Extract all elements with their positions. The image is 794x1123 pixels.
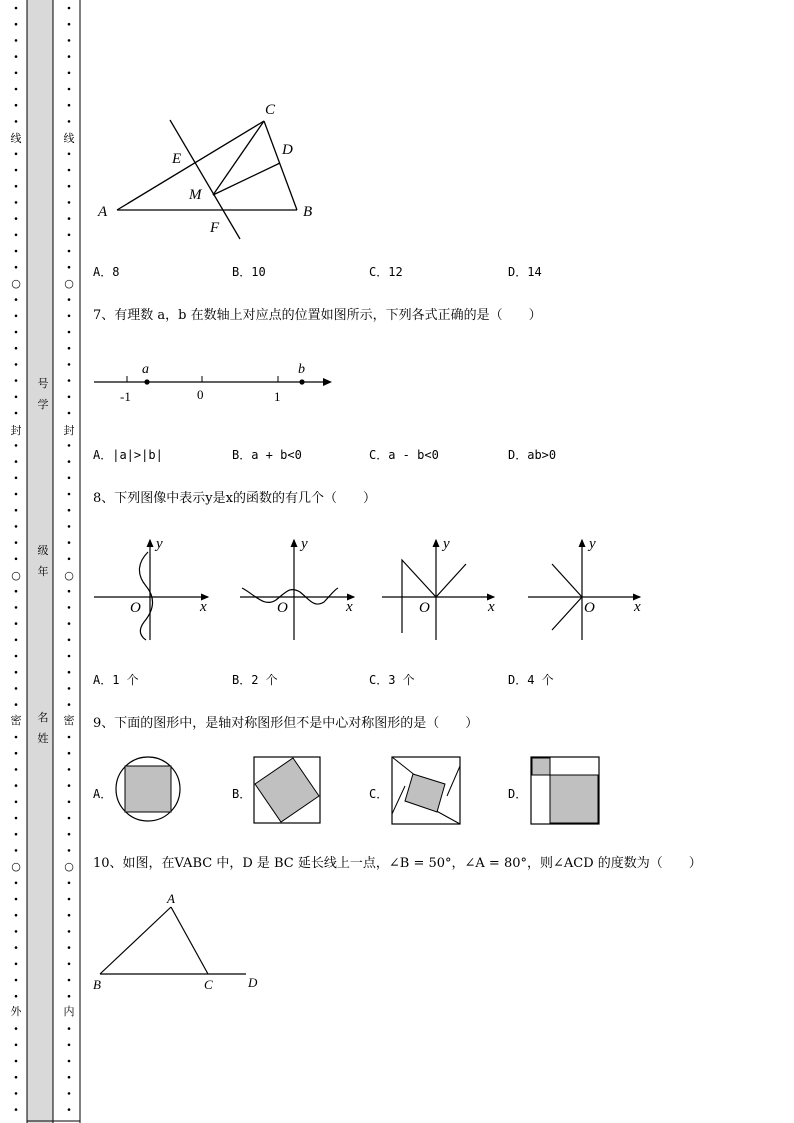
q9-option-b-figure[interactable] <box>253 756 323 826</box>
cut-line-dot <box>15 849 18 852</box>
q7-option-c[interactable]: C．a - b<0 <box>369 448 439 462</box>
cut-line-dot <box>68 315 71 318</box>
q7-option-a[interactable]: A．|a|>|b| <box>93 448 163 462</box>
cut-line-dot <box>68 72 71 75</box>
cut-line-dot <box>15 558 18 561</box>
cut-line-dot <box>68 153 71 156</box>
cut-line-dot <box>15 541 18 544</box>
q8-g1-x: x <box>200 599 207 615</box>
cut-line-dot <box>68 234 71 237</box>
cut-line-dot <box>15 266 18 269</box>
cut-line-dot <box>15 201 18 204</box>
cut-line-dot <box>68 266 71 269</box>
q10-point-B: B <box>93 977 101 992</box>
cut-line-dot <box>68 460 71 463</box>
q8-option-c[interactable]: C．3 个 <box>369 673 415 687</box>
cut-line-dot <box>68 655 71 658</box>
q6-option-c[interactable]: C．12 <box>369 265 403 279</box>
q7-point-a-dot <box>144 379 149 384</box>
q9-option-a-letter[interactable]: A． <box>93 787 113 801</box>
q7-option-d[interactable]: D．ab>0 <box>508 448 557 462</box>
cut-line-dot <box>15 833 18 836</box>
cut-line-dot <box>68 477 71 480</box>
cut-line-dot <box>15 363 18 366</box>
q8-graphs <box>88 530 658 645</box>
q8-g1-y: y <box>156 536 163 552</box>
cut-line-dot <box>68 1108 71 1111</box>
q7-tick-1: 1 <box>274 389 281 404</box>
cut-line-dot <box>15 752 18 755</box>
outer-circle-1: ○ <box>11 277 21 290</box>
cut-line-dot <box>15 963 18 966</box>
grey-binding-strip <box>27 0 53 1123</box>
inner-label: 内 <box>63 1005 75 1018</box>
cut-line-dot <box>15 250 18 253</box>
q6-point-A: A <box>98 204 108 220</box>
cut-line-dot <box>15 460 18 463</box>
q9-b-shaded-square <box>255 758 319 822</box>
cut-line-dot <box>68 217 71 220</box>
cut-line-dot <box>15 1076 18 1079</box>
cut-line-dot <box>15 1060 18 1063</box>
cut-line-dot <box>15 153 18 156</box>
inner-secret-label: 密 <box>63 714 75 727</box>
q6-point-C: C <box>265 102 276 118</box>
q8-stem <box>93 487 376 506</box>
cut-line-dot <box>68 7 71 10</box>
q9-option-d-figure[interactable] <box>530 756 602 826</box>
cut-line-dot <box>15 590 18 593</box>
cut-line-dot <box>15 1092 18 1095</box>
q7-point-a: a <box>142 362 149 377</box>
cut-line-dot <box>15 1108 18 1111</box>
cut-line-dot <box>15 946 18 949</box>
q8-g2-y: y <box>301 536 308 552</box>
cut-line-dot <box>15 768 18 771</box>
q8-g1-origin: O <box>130 600 141 616</box>
cut-line-dot <box>68 379 71 382</box>
cut-line-dot <box>68 396 71 399</box>
cut-line-dot <box>68 298 71 301</box>
inner-circle-1: ○ <box>64 277 74 290</box>
cut-line-dot <box>68 331 71 334</box>
cut-line-dot <box>15 217 18 220</box>
q7-point-b-dot <box>299 379 304 384</box>
inner-seal-label: 封 <box>63 424 75 437</box>
cut-line-dot <box>15 7 18 10</box>
cut-line-dot <box>15 234 18 237</box>
cut-line-dot <box>68 347 71 350</box>
cut-line-dot <box>68 784 71 787</box>
q9-option-c-letter[interactable]: C． <box>369 787 389 801</box>
cut-line-dot <box>68 801 71 804</box>
cut-line-dot <box>15 606 18 609</box>
cut-line-dot <box>68 930 71 933</box>
cut-line-dot <box>15 104 18 107</box>
q6-triangle-figure <box>90 95 340 245</box>
cut-line-dot <box>68 882 71 885</box>
q8-g2-origin: O <box>277 600 288 616</box>
q10-number: 10、 <box>93 856 123 871</box>
cut-line-dot <box>15 703 18 706</box>
cut-line-dot <box>68 639 71 642</box>
q7-point-b: b <box>298 362 305 377</box>
q8-g4-y: y <box>589 536 596 552</box>
cut-line-dot <box>15 55 18 58</box>
cut-line-dot <box>15 444 18 447</box>
q10-text: 如图，在VABC 中，D 是 BC 延长线上一点，∠B = 50°，∠A = 80°，则∠ACD 的度数为（ ） <box>122 856 702 871</box>
q8-g3-origin: O <box>419 600 430 616</box>
cut-line-dot <box>15 784 18 787</box>
q6-option-d[interactable]: D．14 <box>508 265 542 279</box>
q9-number: 9、 <box>93 716 115 731</box>
cut-line-dot <box>68 833 71 836</box>
cut-line-dot <box>15 331 18 334</box>
cut-line-dot <box>15 914 18 917</box>
cut-line-dot <box>15 525 18 528</box>
cut-line-dot <box>68 120 71 123</box>
q7-stem <box>93 304 542 323</box>
cut-line-dot <box>15 379 18 382</box>
outer-secret-label: 密 <box>10 714 22 727</box>
cut-line-dot <box>68 1044 71 1047</box>
q10-triangle-figure <box>88 890 268 1000</box>
cut-line-dot <box>68 558 71 561</box>
inner-circle-2: ○ <box>64 569 74 582</box>
cut-line-dot <box>68 1027 71 1030</box>
q6-point-F: F <box>210 220 220 236</box>
cut-line-dot <box>15 671 18 674</box>
cut-line-dot <box>68 88 71 91</box>
cut-line-dot <box>68 541 71 544</box>
cut-line-dot <box>15 315 18 318</box>
inner-cut-label-1: 线 <box>63 132 75 145</box>
q8-graph-2 <box>240 536 354 640</box>
q6-option-b[interactable]: B．10 <box>232 265 266 279</box>
q9-option-a-figure[interactable] <box>114 755 184 825</box>
cut-line-dot <box>68 201 71 204</box>
q6-point-B: B <box>303 204 313 220</box>
cut-line-dot <box>68 444 71 447</box>
q7-tick-0: 0 <box>197 387 204 402</box>
q8-g4-origin: O <box>584 600 595 616</box>
q6-point-D: D <box>282 142 293 158</box>
q6-point-E: E <box>172 151 182 167</box>
inner-circle-3: ○ <box>64 860 74 873</box>
cut-line-dot <box>15 347 18 350</box>
cut-line-dot <box>15 509 18 512</box>
binding-margin-lines <box>0 0 86 1123</box>
cut-line-dot <box>68 606 71 609</box>
q9-option-c-figure[interactable] <box>391 756 463 826</box>
cut-line-dot <box>68 104 71 107</box>
cut-line-dot <box>68 768 71 771</box>
q6-option-a[interactable]: A．8 <box>93 265 120 279</box>
cut-line-dot <box>68 1060 71 1063</box>
cut-line-dot <box>68 250 71 253</box>
cut-line-dot <box>15 23 18 26</box>
cut-line-dot <box>68 622 71 625</box>
cut-line-dot <box>68 1092 71 1095</box>
q9-a-shaded-square <box>125 766 171 812</box>
q8-graph-4 <box>528 536 641 640</box>
q8-g4-x: x <box>634 599 641 615</box>
q8-option-a[interactable]: A．1 个 <box>93 673 139 687</box>
cut-line-dot <box>15 1027 18 1030</box>
cut-line-dot <box>15 39 18 42</box>
cut-line-dot <box>68 979 71 982</box>
q8-graph-3 <box>382 536 495 640</box>
grade-char-1: 级 <box>37 544 49 557</box>
cut-line-dot <box>68 849 71 852</box>
outer-cut-label-1: 线 <box>10 132 22 145</box>
q10-point-C: C <box>204 977 213 992</box>
q7-text: 有理数 a，b 在数轴上对应点的位置如图所示，下列各式正确的是（ ） <box>114 308 542 323</box>
q6-point-M: M <box>189 187 202 203</box>
cut-line-dot <box>15 882 18 885</box>
outer-label: 外 <box>10 1005 22 1018</box>
cut-line-dot <box>15 298 18 301</box>
q10-point-D: D <box>248 975 258 990</box>
cut-line-dot <box>15 412 18 415</box>
q9-stem <box>93 712 478 731</box>
name-char-1: 名 <box>37 711 49 724</box>
cut-line-dot <box>15 736 18 739</box>
cut-line-dot <box>15 72 18 75</box>
cut-line-dot <box>68 736 71 739</box>
q8-text: 下列图像中表示y是x的函数的有几个（ ） <box>114 491 376 506</box>
name-char-2: 姓 <box>37 732 49 745</box>
q9-c-shaded-square <box>405 774 445 812</box>
cut-line-dot <box>15 639 18 642</box>
cut-line-dot <box>68 687 71 690</box>
q9-option-b-letter[interactable]: B． <box>232 787 252 801</box>
cut-line-dot <box>15 622 18 625</box>
cut-line-dot <box>68 23 71 26</box>
cut-line-dot <box>68 1076 71 1079</box>
cut-line-dot <box>15 477 18 480</box>
cut-line-dot <box>68 898 71 901</box>
cut-line-dot <box>15 655 18 658</box>
cut-line-dot <box>68 185 71 188</box>
cut-line-dot <box>68 493 71 496</box>
q7-number: 7、 <box>93 308 115 323</box>
q8-graph-1 <box>94 536 208 640</box>
cut-line-dot <box>15 979 18 982</box>
q9-option-d-letter[interactable]: D． <box>508 787 528 801</box>
cut-line-dot <box>15 817 18 820</box>
cut-line-dot <box>15 995 18 998</box>
cut-line-dot <box>68 914 71 917</box>
cut-line-dot <box>68 169 71 172</box>
q7-tick-neg1: -1 <box>120 389 131 404</box>
cut-line-dot <box>68 817 71 820</box>
outer-circle-2: ○ <box>11 569 21 582</box>
cut-line-dot <box>15 930 18 933</box>
cut-line-dot <box>68 525 71 528</box>
cut-line-dot <box>68 995 71 998</box>
q10-stem <box>93 852 702 871</box>
cut-line-dot <box>15 169 18 172</box>
cut-line-dot <box>68 671 71 674</box>
grade-char-2: 年 <box>37 565 49 578</box>
cut-line-dot <box>15 898 18 901</box>
cut-line-dot <box>68 509 71 512</box>
cut-line-dot <box>68 39 71 42</box>
cut-line-dot <box>68 752 71 755</box>
student-id-char-1: 号 <box>37 377 49 390</box>
q9-d-large-shaded <box>550 775 598 823</box>
cut-line-dot <box>68 55 71 58</box>
cut-line-dot <box>15 185 18 188</box>
q8-number: 8、 <box>93 491 115 506</box>
q7-option-b[interactable]: B．a + b<0 <box>232 448 302 462</box>
cut-line-dot <box>68 946 71 949</box>
q9-d-small-shaded <box>532 758 550 775</box>
cut-line-dot <box>68 363 71 366</box>
q8-g3-y: y <box>443 536 450 552</box>
q8-g3-x: x <box>488 599 495 615</box>
q9-text: 下面的图形中，是轴对称图形但不是中心对称图形的是（ ） <box>114 716 479 731</box>
student-id-char-2: 学 <box>37 398 49 411</box>
cut-line-dot <box>15 687 18 690</box>
q7-number-line <box>90 355 340 410</box>
cut-line-dot <box>68 412 71 415</box>
cut-line-dot <box>15 396 18 399</box>
cut-line-dot <box>15 493 18 496</box>
outer-circle-3: ○ <box>11 860 21 873</box>
q8-option-b[interactable]: B．2 个 <box>232 673 278 687</box>
q10-point-A: A <box>167 891 175 906</box>
outer-seal-label: 封 <box>10 424 22 437</box>
cut-line-dot <box>68 590 71 593</box>
cut-line-dot <box>15 88 18 91</box>
cut-line-dot <box>15 1044 18 1047</box>
q8-option-d[interactable]: D．4 个 <box>508 673 554 687</box>
cut-line-dot <box>15 801 18 804</box>
cut-line-dot <box>15 120 18 123</box>
q8-g2-x: x <box>346 599 353 615</box>
cut-line-dot <box>68 963 71 966</box>
cut-line-dot <box>68 703 71 706</box>
